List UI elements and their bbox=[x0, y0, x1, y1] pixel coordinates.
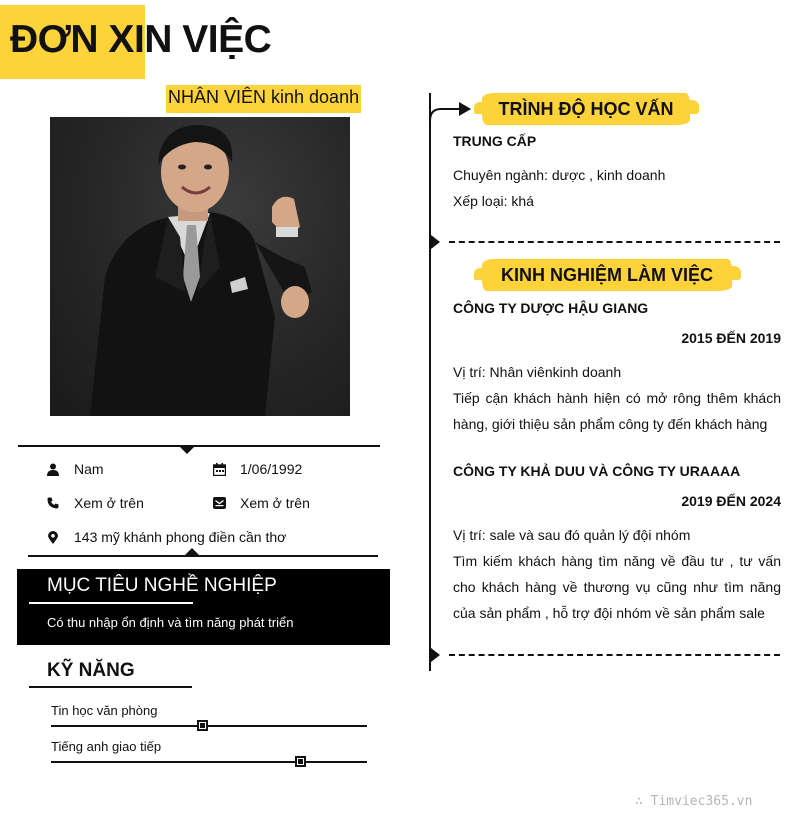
site-watermark: ∴ Timviec365.vn bbox=[635, 794, 753, 809]
education-level: TRUNG CẤP bbox=[453, 133, 537, 149]
info-top-divider bbox=[18, 445, 380, 447]
timeline-marker bbox=[431, 235, 440, 249]
calendar-icon bbox=[212, 462, 226, 476]
profile-photo bbox=[50, 117, 350, 416]
job-company: CÔNG TY DƯỢC HẬU GIANG bbox=[453, 300, 649, 316]
education-grade: Xếp loại: khá bbox=[453, 193, 534, 209]
education-heading bbox=[482, 93, 690, 125]
email-value: Xem ở trên bbox=[240, 495, 310, 511]
skills-title: KỸ NĂNG bbox=[47, 660, 135, 681]
skill-level-handle bbox=[197, 720, 208, 731]
career-objective-section bbox=[17, 569, 390, 645]
career-objective-text: Có thu nhập ổn định và tìm năng phát triển bbox=[47, 615, 294, 630]
dob-row bbox=[212, 461, 302, 477]
gender-value: Nam bbox=[74, 461, 104, 477]
gender-row bbox=[46, 461, 104, 477]
skill-label: Tiếng anh giao tiếp bbox=[51, 739, 162, 754]
section-separator bbox=[449, 654, 780, 656]
job-position: Vị trí: Nhân viênkinh doanh bbox=[453, 364, 622, 380]
dob-value: 1/06/1992 bbox=[240, 461, 303, 477]
career-objective-underline bbox=[29, 602, 193, 604]
divider-arrow-down bbox=[179, 446, 195, 454]
job-description: Tiếp cận khách hành hiện có mở rông thêm khách hàng, giới thiệu sản phẩm công ty đến khách hàng bbox=[453, 390, 781, 432]
experience-title: KINH NGHIỆM LÀM VIỆC bbox=[500, 264, 713, 285]
education-major: Chuyên ngành: dược , kinh doanh bbox=[453, 167, 666, 183]
timeline-marker bbox=[431, 648, 440, 662]
phone-value: Xem ở trên bbox=[74, 495, 144, 511]
experience-heading bbox=[482, 259, 732, 291]
phone-icon bbox=[46, 496, 60, 510]
info-bottom-divider bbox=[28, 555, 378, 557]
career-objective-title: MỤC TIÊU NGHỀ NGHIỆP bbox=[47, 575, 277, 596]
page-title: ĐƠN XIN VIỆC bbox=[10, 18, 272, 61]
skill-label: Tin học văn phòng bbox=[51, 703, 158, 718]
timeline-line bbox=[429, 93, 431, 671]
skill-level-handle bbox=[295, 756, 306, 767]
job-description: Tìm kiếm khách hàng tìm năng về đầu tư , tư vấn cho khách hàng về thương vụ cũng như tìm năng của sản phẩm , hỗ trợ đội nhóm về sản phẩm sale bbox=[453, 553, 781, 621]
job-position: Vị trí: sale và sau đó quản lý đội nhóm bbox=[453, 527, 691, 543]
phone-row bbox=[46, 495, 144, 511]
timeline-start-arrow bbox=[429, 99, 473, 123]
job-position-title: NHÂN VIÊN kinh doanh bbox=[166, 85, 361, 113]
job-period: 2015 ĐẾN 2019 bbox=[681, 330, 781, 346]
education-title: TRÌNH ĐỘ HỌC VẤN bbox=[498, 98, 674, 119]
skill-bar bbox=[51, 761, 367, 763]
address-row bbox=[46, 529, 286, 545]
envelope-icon bbox=[212, 496, 226, 510]
user-icon bbox=[46, 462, 60, 476]
section-separator bbox=[449, 241, 780, 243]
address-value: 143 mỹ khánh phong điền cần thơ bbox=[74, 529, 287, 545]
map-pin-icon bbox=[46, 530, 60, 544]
skill-bar bbox=[51, 725, 367, 727]
email-row bbox=[212, 495, 310, 511]
job-period: 2019 ĐẾN 2024 bbox=[681, 493, 781, 509]
profile-photo-illustration bbox=[50, 117, 350, 416]
skills-underline bbox=[29, 686, 192, 688]
job-company: CÔNG TY KHẢ DUU VÀ CÔNG TY URAAAA bbox=[453, 463, 741, 479]
